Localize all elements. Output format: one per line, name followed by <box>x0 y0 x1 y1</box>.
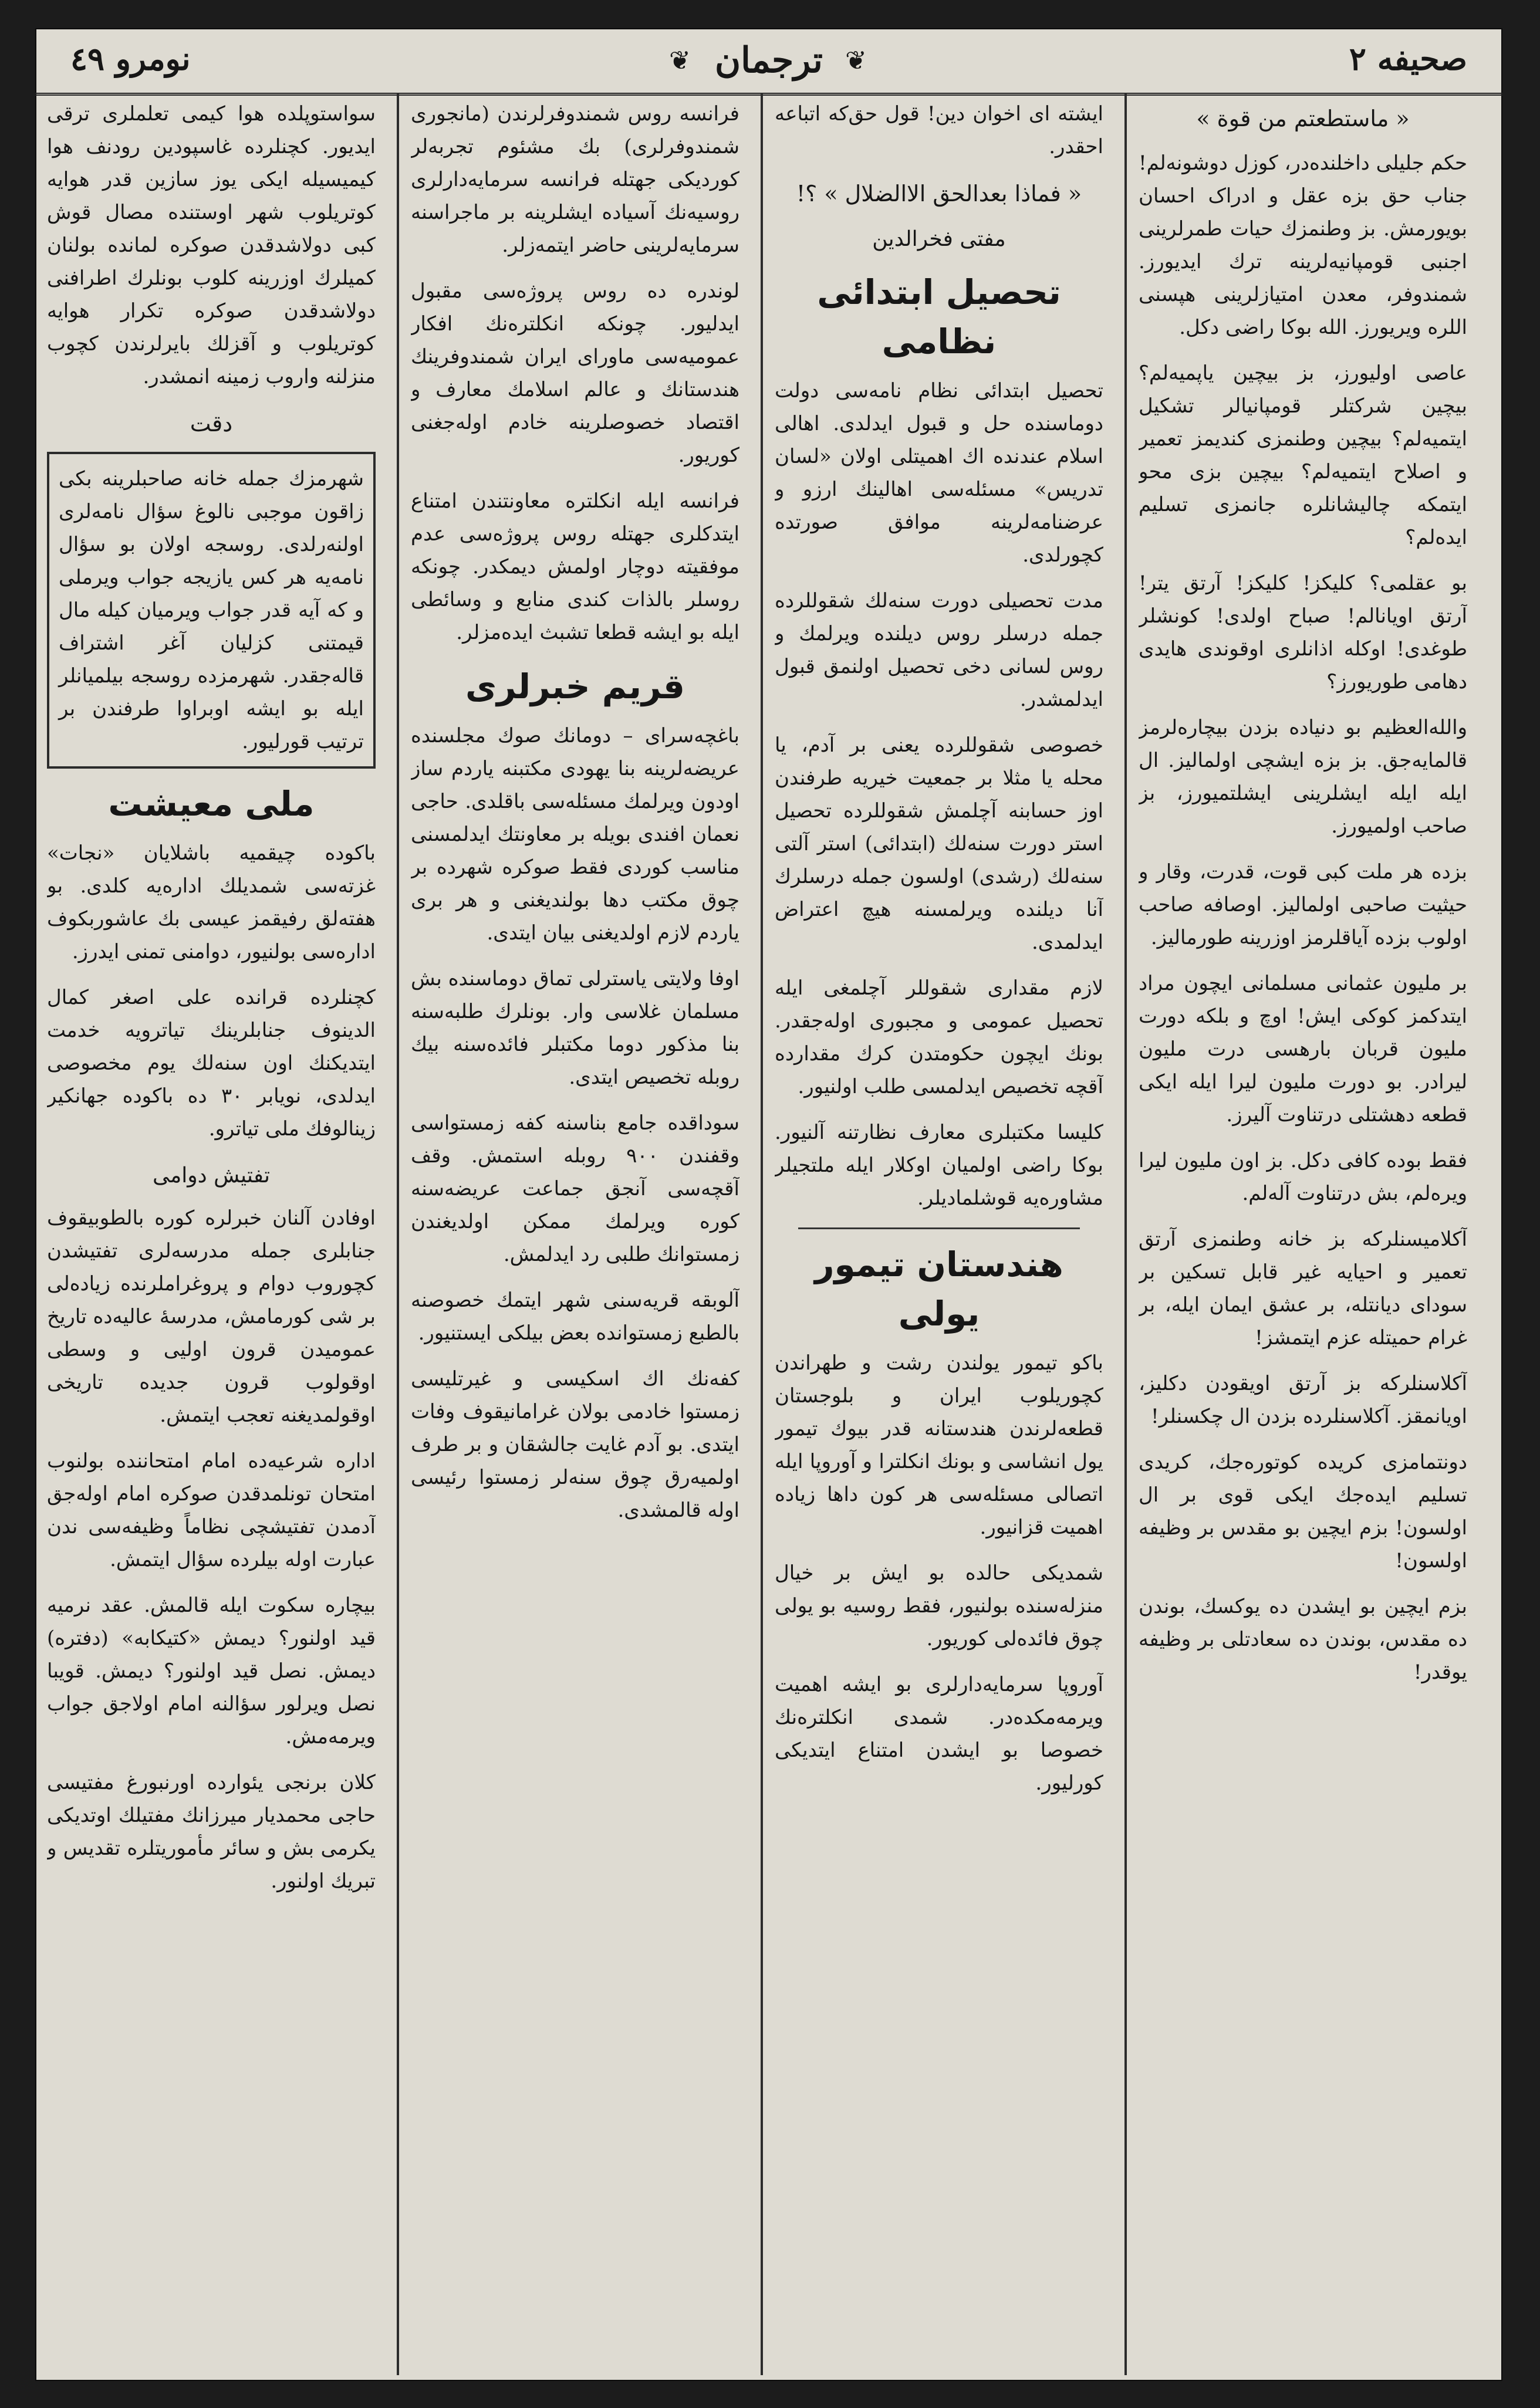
paper-title: ترجمان <box>715 40 823 81</box>
paragraph: آکلامیسنلرکه بز خانه وطنمزی آرتق تعمیر و احیایه غیر قابل تسکین بر سودای دیانتله، بر عشق ایمان ایله، بر غرام حمیتله عزم ایتمشز! <box>1139 1227 1467 1350</box>
paragraph: آلوبقه قریه‌سنی شهر ایتمك خصوصنه بالطبع زمستوانده بعض بیلکی ایستنیور. <box>411 1288 739 1345</box>
paragraph: بیچاره سکوت ایله قالمش. عقد نرمیه قید اولنور؟ دیمش «کتیکابه» (دفتره) دیمش. نصل قید اولنور؟ دیمش. قویبا نصل ویرلور سؤالنه امام اولاجق جواب ویرمه‌مش. <box>47 1594 376 1748</box>
section-divider <box>798 1227 1080 1229</box>
paragraph: بر ملیون عثمانی مسلمانی ایچون مراد ایتدکمز کوکی ایش! اوچ و بلکه دورت ملیون قربان بارهسی درت ملیون لیرادر. بو دورت ملیون لیرا ایله ایکی قطعه دهشتلی درتناوت آلیرز. <box>1139 972 1467 1127</box>
paragraph: فقط بوده کافی دکل. بز اون ملیون لیرا ویره‌لم، بش درتناوت آله‌لم. <box>1139 1149 1467 1205</box>
paragraph: آوروپا سرمایه‌دارلری بو ایشه اهمیت ویرمه‌مکده‌در. شمدی انکلتره‌نك خصوصا بو ایشدن امتناع ایتدیکی کورلیور. <box>775 1673 1103 1795</box>
masthead <box>35 28 1502 96</box>
article-heading: هندستان تیمور یولی <box>815 1244 1063 1334</box>
article-heading: قریم خبرلری <box>465 667 685 706</box>
paragraph: فرانسه ایله انکلتره معاونتندن امتناع ایتدکلری جهتله روس پروژه‌سی عدم موفقیته دوچار اولمش دیمکدر. چونکه روسلر بالذات کندی منابع و وسائطی ایله بو ایشه قطعا تشبث ایده‌مزلر. <box>411 489 739 644</box>
column-2 <box>775 97 1103 2370</box>
subheading: تفتیش دوامی <box>152 1164 270 1188</box>
paragraph: بزده هر ملت کبی قوت، قدرت، وقار و حیثیت صاحبی اولمالیز. اوصافه صاحب اولوب بزده آیاقلرمز اوزرینه طورمالیز. <box>1139 860 1467 949</box>
paragraph: اداره شرعیه‌ده امام امتحاننده بولنوب امتحان تونلمدقدن صوکره امام اوله‌جق آدمدن تفتیشچی نظاماً وظیفه‌سی ندن عبارت اوله بیلرده سؤال ایتمش. <box>47 1449 376 1571</box>
paragraph: مدت تحصیلی دورت سنه‌لك شقوللرده جمله درسلر روس دیلنده ویرلمك و روس لسانی دخی تحصیل اولنمق قبول ایدلمشدر. <box>775 589 1103 711</box>
paragraph: والله‌العظیم بو دنیاده بزدن بیچاره‌لرمز قالمایه‌جق. بز بزه ایشچی اولمالیز. ال ایله ایله ایشلرینی ایشلتمیورز، بز صاحب اولمیورز. <box>1139 716 1467 838</box>
column-rule <box>761 93 763 2375</box>
paragraph: خصوصی شقوللرده یعنی بر آدم، یا محله یا مثلا بر جمعیت خیریه طرفندن اوز حسابنه آچلمش شقوللرده تحصیل استر دورت سنه‌لك (ابتدائی) استر آلتی سنه‌لك (رشدی) اولسون جمله درسلرك آنا دیلنده ویرلمسنه هیچ اعتراض ایدلمدی. <box>775 733 1103 954</box>
paragraph: شمدیکی حالده بو ایش بر خیال منزله‌سنده بولنیور، فقط روسیه بو یولی چوق فائده‌لی کوریور. <box>775 1561 1103 1651</box>
article-heading: تحصیل ابتدائی نظامی <box>817 272 1061 361</box>
paragraph: ایشته ای اخوان دین! قول حق‌که اتباعه احقدر. <box>775 102 1103 158</box>
notice-box <box>47 452 376 769</box>
paragraph: اوفا ولایتی یاسترلی تماق دوماسنده بش مسلمان غلاسی وار. بونلرك طلبه‌سنه بنا مذکور دوما مکتبلر فائده‌سنه بیك روبله تخصیص ایتدی. <box>411 967 739 1089</box>
column-3 <box>411 97 739 2370</box>
column-rule <box>397 93 399 2375</box>
paragraph: باکو تیمور یولندن رشت و طهراندن کچوریلوب ایران و بلوجستان قطعه‌لرندن هندستانه قدر بیوك تیمور یول انشاسی و بونك انکلترا و آوروپا ایله اتصالی مسئله‌سی هر کون داها زیاده اهمیت قزانیور. <box>775 1351 1103 1539</box>
paragraph: تحصیل ابتدائی نظام نامه‌سی دولت دوماسنده حل و قبول ایدلدی. اهالی اسلام عندنده اك اهمیتلی اولان «لسان تدریس» مسئله‌سی اهالینك ارزو و عرضنامه‌لرینه موافق صورتده کچورلدی. <box>775 379 1103 567</box>
article-epigraph: « ماستطعتم من قوة » <box>1196 106 1410 131</box>
article-heading: ملی معیشت <box>108 784 315 824</box>
paragraph: سواستوپلده هوا کیمی تعلملری ترقی ایدیور. کچنلرده غاسپودین رودنف هوا کیمیسیله ایکی یوز سازین قدر هوایه کوتریلوب شهر اوستنده مصال قوش کبی دولاشدقدن صوکره لمانده بولنان کمیلرك اوزرینه کلوب بونلرك اطرافنی دولاشدقدن صوکره تکرار هوایه کوتریلوب و آقزلك بایرلرندن کچوب منزلنه واروب زمینه انمشدر. <box>47 102 376 388</box>
author-signature: مفتی فخرالدین <box>872 227 1006 251</box>
quotation: « فماذا بعدالحق الاالضلال » ؟! <box>796 181 1082 207</box>
paragraph: کچنلرده قرانده علی اصغر کمال الدینوف جنابلرینك تیاترویه خدمت ایتدیکنك اون سنه‌لك یوم مخصوصی ایدلدی، نویابر ۳۰ ده باکوده جهانکیر زینالوفك ملی تیاترو. <box>47 986 376 1141</box>
issue-number: نومرو ٤٩ <box>70 40 191 77</box>
paragraph: دونتمامزی کریده کوتوره‌جك، کریدی تسلیم ایده‌جك ایکی قوی بر ال اولسون! بزم ایچین بو مقدس بر وظیفه اولسون! <box>1139 1450 1467 1572</box>
paragraph: فرانسه روس شمندوفرلرندن (مانجوری شمندوفرلری) بك مشئوم تجربه‌لر کوردیکی جهتله فرانسه سرمایه‌دارلری روسیه‌نك آسیاده ایشلرینه بر ماجراسنه سرمایه‌لرینی حاضر ایتمه‌زلر. <box>411 102 739 257</box>
paragraph: آکلاسنلرکه بز آرتق اویقودن دکلیز، اویانمقز. آکلاسنلرده بزدن ال چکسنلر! <box>1139 1372 1467 1428</box>
paragraph: لوندره ده روس پروژه‌سی مقبول ایدلیور. چونکه انکلتره‌نك افکار عمومیه‌سی ماورای ایران شمندوفرینك هندستانك و عالم اسلامك معارف و اقتصاد خصوصلرینه خادم اوله‌جغنی کوریور. <box>411 279 739 467</box>
paragraph: کلان برنجی یئوارده اورنبورغ مفتیسی حاجی محمدیار میرزانك مفتیلك اوتدیکی یکرمی بش و سائر مأموریتلره تقدیس و تبریك اولنور. <box>47 1771 376 1893</box>
column-1 <box>1139 97 1467 2370</box>
ornament-icon: ❦ <box>669 46 691 76</box>
newspaper-page <box>35 28 1502 2381</box>
paragraph: باکوده چیقمیه باشلایان «نجات» غزته‌سی شمدیلك اداره‌یه کلدی. بو هفته‌لق رفیقمز عیسی بك عاشوربکوف اداره‌سی بولنیور، دوامنی تمنی ایدرز. <box>47 841 376 963</box>
paragraph: عاصی اولیورز، بز بیچین یاپمیه‌لم؟ بیچین شرکتلر قومپانیالر تشکیل ایتمیه‌لم؟ بیچین وطنمزی کندیمز تعمیر و اصلاح ایتمیه‌لم؟ بیچین بزی محو ایتمکه چالیشانلره جانمزی تسلیم ایده‌لم؟ <box>1139 361 1467 549</box>
page-number: صحیفه ۲ <box>1349 40 1467 77</box>
column-rule <box>1124 93 1127 2375</box>
paragraph: بو عقلمی؟ کلیکز! کلیکز! آرتق یتر! آرتق اویانالم! صباح اولدی! کونشلر طوغدی! اوکله اذانلری اوقوندی هایدی دهامی طوریورز؟ <box>1139 571 1467 694</box>
paragraph: لازم مقداری شقوللر آچلمغی ایله تحصیل عمومی و مجبوری اوله‌جقدر. بونك ایچون حکومتدن کرك مقدارده آقچه تخصیص ایدلمسی طلب اولنیور. <box>775 976 1103 1098</box>
paragraph: حکم جلیلی داخلنده‌در، کوزل دوشونه‌لم! جناب حق بزه عقل و ادراک احسان بویورمش. بز وطنمزك حیات طمرلرینی اجنبی قومپانیه‌لرینه ترك ایدیورز. شمندوفر، معدن امتیازلرینی هپسنی اللره ویریورز. الله بوکا راضی دکل. <box>1139 151 1467 339</box>
paragraph: شهرمزك جمله خانه صاحبلرینه بکی زاقون موجبی نالوغ سؤال نامه‌لری اولنه‌رلدی. روسجه اولان بو سؤال نامه‌یه هر کس یازیجه جواب ویرملی و که آیه قدر جواب ویرمیان کیله مال قیمتنی کزلیان آغر اشتراف قاله‌جقدر. شهرمزده روسجه بیلمیانلر ایله بو ایشه اوبراوا طرفندن بر ترتیب قورلیور. <box>59 467 364 753</box>
paragraph: باغچه‌سرای – دومانك صوك مجلسنده عریضه‌لرینه بنا یهودی مکتبنه یاردم ساز اودون ویرلمك مسئله‌سی باقلدی. حاجی نعمان افندی بویله بر معاونتك ایدلمسنی مناسب کوردی فقط صوکره شهرده بر چوق مکتب دها بولندیغنی و هر بری یاردم لازم اولدیغنی بیان ایتدی. <box>411 724 739 945</box>
column-4 <box>47 97 376 2370</box>
paragraph: کفه‌نك اك اسکیسی و غیرتلیسی زمستوا خادمی بولان غرامانیقوف وفات ایتدی. بو آدم غایت جالشقان و بر طرف اولمیه‌رق چوق سنه‌لر زمستوا رئیسی اوله قالمشدی. <box>411 1367 739 1522</box>
paragraph: کلیسا مکتبلری معارف نظارتنه آلنیور. بوکا راضی اولمیان اوکلار ایله ملتجیلر مشاوره‌یه قوشلمادیلر. <box>775 1121 1103 1210</box>
notice-heading: دقت <box>190 411 233 437</box>
ornament-icon: ❦ <box>845 46 867 76</box>
paragraph: بزم ایچین بو ایشدن ده یوکسك، بوندن ده مقدس، بوندن ده سعادتلی بر وظیفه یوقدر! <box>1139 1595 1467 1684</box>
paragraph: اوفادن آلنان خبرلره کوره بالطوبیقوف جنابلری جمله مدرسه‌لری تفتیشدن کچوروب دوام و پروغراملرنده زیاده‌لی بر شی کورمامش، مدرسهٔ عالیه‌ده تاریخ عمومیدن قرون اولیی و وسطی اوقولوب قرون جدیده تاریخی اوقولمدیغنه تعجب ایتمش. <box>47 1206 376 1427</box>
paragraph: سوداقده جامع بناسنه کفه زمستواسی وقفندن ۹۰۰ روبله استمش. وقف آقچه‌سی آنجق جماعت عریضه‌سنه کوره ویرلمك ممکن اولدیغندن زمستوانك طلبی رد ایدلمش. <box>411 1111 739 1266</box>
